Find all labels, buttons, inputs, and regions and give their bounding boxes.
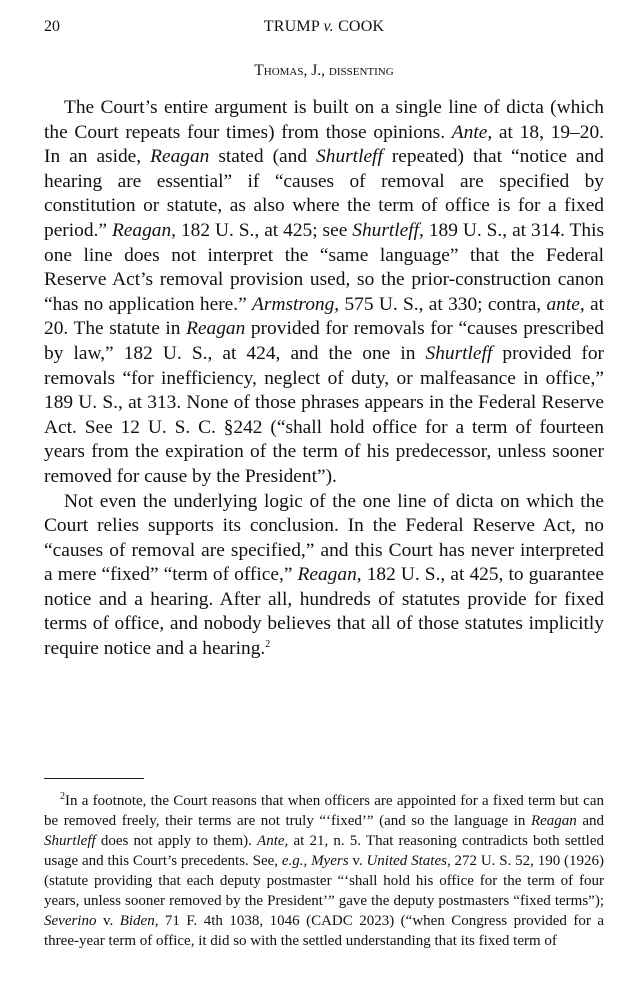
text-run: at 18, 19–20. In an aside, xyxy=(44,121,604,168)
italic-citation: Reagan xyxy=(111,219,172,241)
text-run: , 189 U. S., at 314. This one line does not interpret the “same language” that the Federal Reserve Act’s removal provision used, so the prior-construction canon “has no application here.” xyxy=(44,219,604,315)
text-run: provided for removals “for inefficiency, neglect of duty, or malfeasance in office,” 189 U. S., at 313. None of those phrases appears in the Federal Reserve Act. See 12 U. S. C. §242 (“shall hold office for a term of fourteen years from the expiration of the term of his predecessor, unless sooner removed for cause by the President”). xyxy=(44,342,604,487)
text-run: The Court’s entire argument is built on a single line of dicta (which the Court repeats four times) from those opinions. xyxy=(44,97,604,143)
body-paragraph-2 xyxy=(44,490,604,662)
text-run: at 20. The statute in xyxy=(44,293,605,340)
text-run: In a footnote, the Court reasons that when officers are appointed for a fixed term but can be removed freely, their terms are not truly “‘fixed’” (and so the language in xyxy=(44,793,604,829)
footnote-divider xyxy=(44,778,144,779)
opinion-label: Thomas, J., dissenting xyxy=(254,62,394,79)
italic-citation: Reagan xyxy=(186,318,246,340)
text-run: Not even the underlying logic of the one line of dicta on which the Court relies supports its conclusion. In the Federal Reserve Act, no “causes of removal are specified,” and this Court has never interpreted a mere “fixed” “term of office,” xyxy=(44,490,604,586)
text-run: and xyxy=(576,813,604,829)
case-party-left: TRUMP xyxy=(263,18,320,35)
italic-citation: e.g., Myers xyxy=(281,853,349,869)
text-run: , 71 F. 4th 1038, 1046 (CADC 2023) (“when Congress provided for a three-year term of office, it did so with the settled understanding that its fixed term of xyxy=(44,913,604,949)
text-run: repeated) that “notice and hearing are essential” if “causes of removal are specified by constitution or statute, as also where the term of office is for a fixed period.” xyxy=(44,146,604,241)
italic-citation: Shurtleff xyxy=(44,833,96,849)
opinion-body xyxy=(44,96,604,662)
italic-citation: ante, xyxy=(546,293,585,315)
footnote xyxy=(44,791,604,951)
case-party-right: COOK xyxy=(338,18,385,35)
text-run: v. xyxy=(348,853,367,869)
footnote-reference[interactable]: 2 xyxy=(265,639,271,651)
text-run: at 21, n. 5. That reasoning contradicts both settled usage and this Court’s precedents. See, xyxy=(44,833,604,869)
italic-citation: Biden xyxy=(119,913,155,929)
page-header xyxy=(44,16,604,38)
text-run: v. xyxy=(96,913,120,929)
italic-citation: Reagan xyxy=(297,564,357,586)
case-versus: v. xyxy=(323,18,334,35)
italic-citation: Ante, xyxy=(257,833,289,849)
text-run: stated (and xyxy=(209,146,317,168)
italic-citation: Shurtleff xyxy=(425,342,493,364)
text-run: , 272 U. S. 52, 190 (1926) (statute providing that each deputy postmaster “‘shall hold his office for the term of four years, unless sooner removed by the President’” gave the deputy postmasters “fixed terms”); xyxy=(44,853,605,909)
body-paragraph-2-text xyxy=(44,491,604,660)
italic-citation: Reagan xyxy=(150,146,210,168)
italic-citation: Severino xyxy=(44,913,97,929)
italic-citation: United States xyxy=(366,853,447,869)
case-caption xyxy=(44,16,604,38)
italic-citation: Reagan xyxy=(530,813,577,829)
italic-citation: Shurtleff xyxy=(316,146,383,168)
text-run: , 182 U. S., at 425, to guarantee notice and a hearing. After all, hundreds of statutes provide for fixed terms of office, and nobody believes that all of those statutes implicitly require notice and a hearing. xyxy=(44,564,604,660)
italic-citation: Shurtleff xyxy=(352,219,420,241)
page-number: 20 xyxy=(44,18,60,35)
text-run: provided for removals for “causes prescribed by law,” 182 U. S., at 424, and the one in xyxy=(44,318,605,364)
body-paragraph-1 xyxy=(44,96,604,490)
italic-citation: Armstrong xyxy=(252,293,335,315)
text-run: does not apply to them). xyxy=(95,833,258,849)
footnote-text xyxy=(44,793,604,949)
text-run: , 575 U. S., at 330; contra, xyxy=(334,293,547,315)
text-run: , 182 U. S., at 425; see xyxy=(171,219,353,241)
italic-citation: Ante, xyxy=(451,121,493,143)
footnote-number: 2 xyxy=(60,791,65,802)
